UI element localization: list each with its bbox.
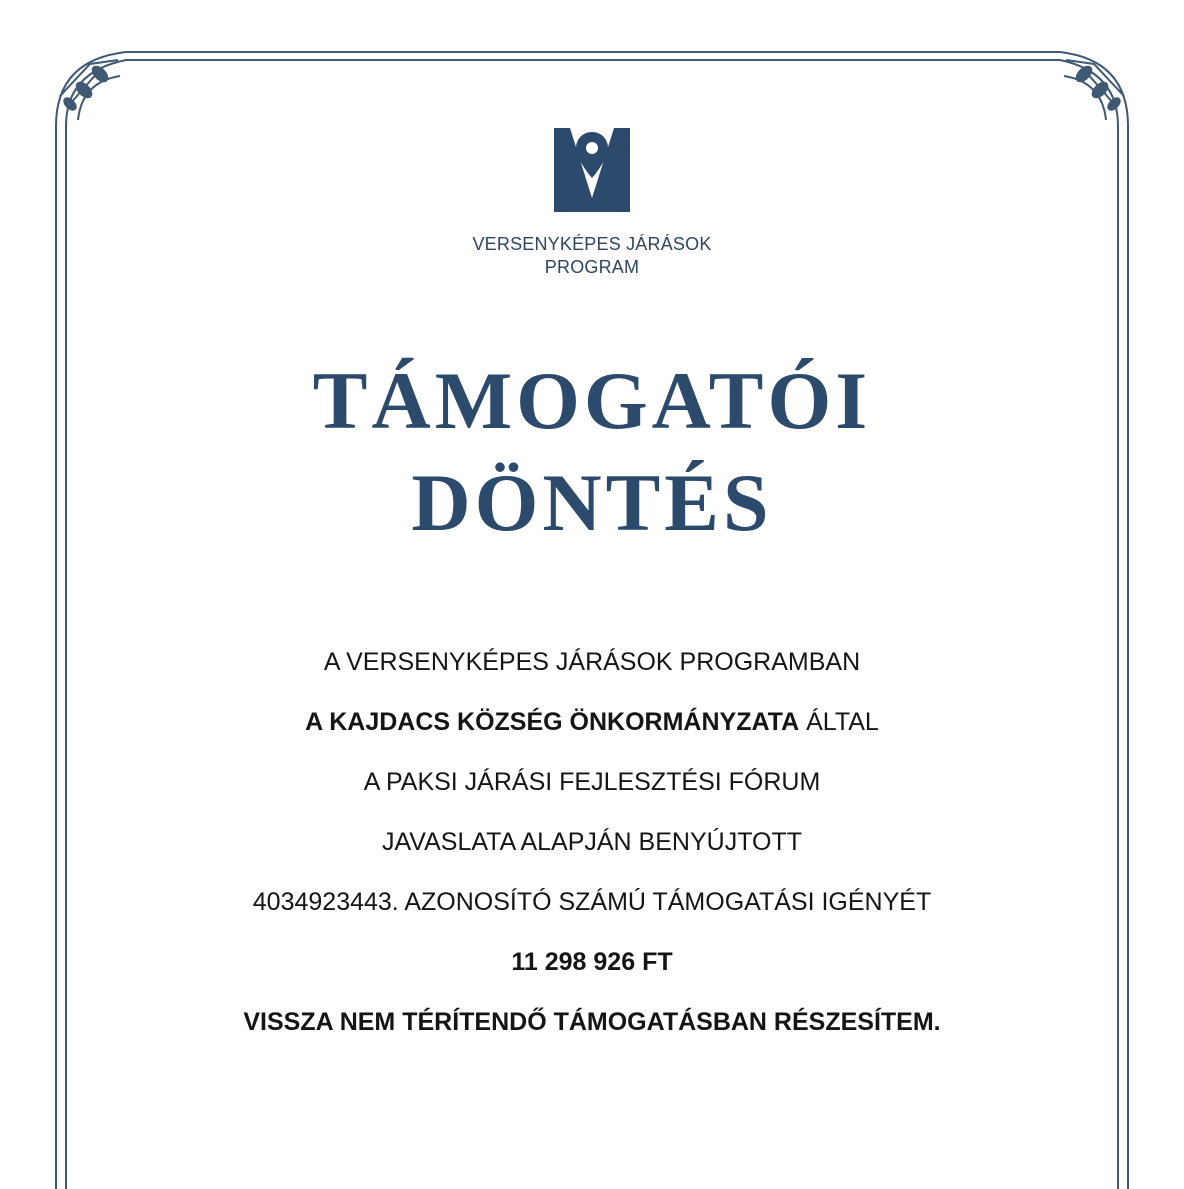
page-title-line-1: TÁMOGATÓI	[312, 355, 872, 446]
page-title-line-2: DÖNTÉS	[411, 457, 773, 548]
decision-closing: VISSZA NEM TÉRÍTENDŐ TÁMOGATÁSBAN RÉSZESÍTEM.	[243, 1008, 941, 1036]
program-name-line-1: VERSENYKÉPES JÁRÁSOK	[472, 234, 712, 254]
program-logo-icon	[554, 128, 630, 212]
corner-ornament-top-right	[1060, 52, 1128, 126]
decision-line-5: 4034923443. AZONOSÍTÓ SZÁMÚ TÁMOGATÁSI IGÉNYÉT	[252, 888, 932, 916]
decision-line-1: A VERSENYKÉPES JÁRÁSOK PROGRAMBAN	[323, 648, 861, 676]
beneficiary-name: A KAJDACS KÖZSÉG ÖNKORMÁNYZATA	[305, 708, 800, 736]
program-name-line-2: PROGRAM	[544, 257, 640, 277]
decision-line-2	[0, 710, 1184, 735]
corner-ornament-top-left	[56, 52, 126, 126]
decision-line-2-suffix: ÁLTAL	[799, 708, 879, 736]
decision-line-4: JAVASLATA ALAPJÁN BENYÚJTOTT	[381, 828, 803, 856]
decision-line-3: A PAKSI JÁRÁSI FEJLESZTÉSI FÓRUM	[363, 768, 821, 796]
grant-amount: 11 298 926 FT	[511, 948, 673, 976]
